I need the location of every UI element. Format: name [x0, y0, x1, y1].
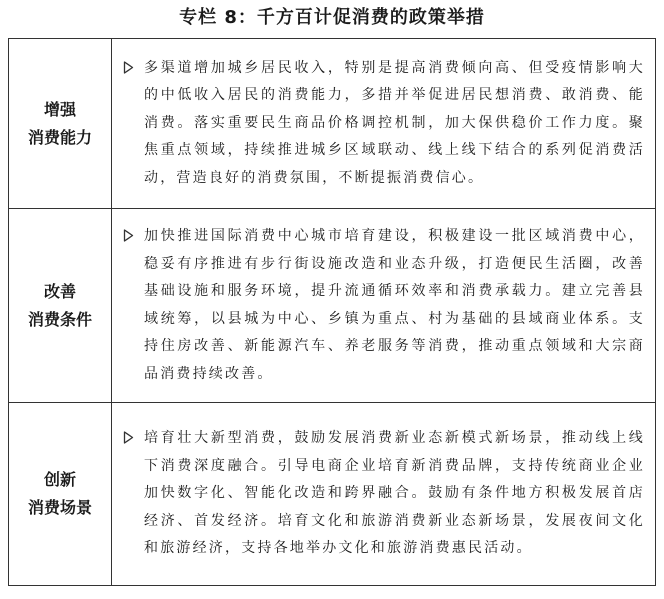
- row-content-text: 培育壮大新型消费，鼓励发展消费新业态新模式新场景，推动线上线下消费深度融合。引导电商企业培育新消费品牌，支持传统商业企业加快数字化、智能化改造和跨界融合。鼓励有条件地方积极发展首店经济、首发经济。培育文化和旅游消费新业态新场景，发展夜间文化和旅游经济，支持各地举办文化和旅游消费惠民活动。: [144, 430, 645, 557]
- row-label-line2: 消费条件: [27, 309, 92, 329]
- row-content: [112, 403, 656, 586]
- row-content: [112, 39, 656, 209]
- table-row: [9, 209, 656, 403]
- box-title: 专栏 8：千方百计促消费的政策举措: [179, 7, 485, 28]
- row-label-line1: 改善: [43, 281, 76, 301]
- row-label-line2: 消费能力: [27, 127, 92, 147]
- row-label-line1: 增强: [43, 99, 76, 119]
- arrow-right-outline-icon: [112, 55, 144, 74]
- arrow-right-outline-icon: [112, 425, 144, 444]
- row-content-text: 多渠道增加城乡居民收入，特别是提高消费倾向高、但受疫情影响大的中低收入居民的消费能力，多措并举促进居民想消费、敢消费、能消费。落实重要民生商品价格调控机制，加大保供稳价工作力度。聚焦重点领域，持续推进城乡区域联动、线上线下结合的系列促消费活动，营造良好的消费氛围，不断提振消费信心。: [144, 59, 645, 186]
- row-content: [112, 209, 656, 403]
- row-label: [9, 403, 112, 586]
- arrow-right-outline-icon: [112, 223, 144, 242]
- row-label: [9, 39, 112, 209]
- table-row: [9, 403, 656, 586]
- row-content-text: 加快推进国际消费中心城市培育建设，积极建设一批区域消费中心，稳妥有序推进有步行街设施改造和业态升级，打造便民生活圈，改善基础设施和服务环境，提升流通循环效率和消费承载力。建立完善县域统筹，以县城为中心、乡镇为重点、村为基础的县域商业体系。支持住房改善、新能源汽车、养老服务等消费，推动重点领域和大宗商品消费持续改善。: [144, 228, 645, 382]
- row-label-line1: 创新: [43, 470, 76, 489]
- policy-table: [8, 38, 656, 586]
- row-label-line2: 消费场景: [27, 498, 92, 517]
- table-row: [9, 39, 656, 209]
- row-label: [9, 209, 112, 403]
